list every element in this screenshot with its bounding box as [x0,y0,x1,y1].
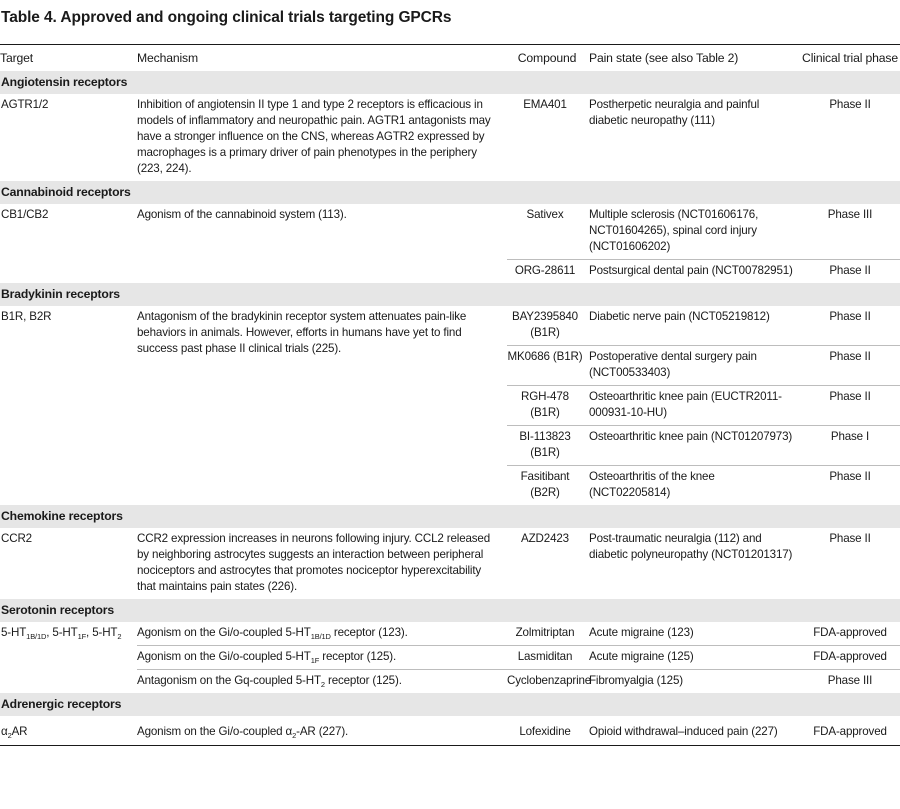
pain-cell: Fibromyalgia (125) [587,670,800,694]
group-label: Bradykinin receptors [0,283,900,306]
phase-cell: FDA-approved [800,646,900,670]
table-bottom-rule [0,745,900,746]
mechanism-cell: Antagonism on the Gq-coupled $5-HT_2$ receptor (125). [137,670,507,694]
phase-cell: Phase II [800,346,900,386]
compound-cell: RGH-478 (B1R) [507,386,587,426]
table-row [0,528,900,599]
table-row [0,716,900,754]
mechanism-cell: Agonism of the cannabinoid system (113). [137,208,347,221]
group-serotonin [0,599,900,622]
compound-cell: Sativex [526,208,564,221]
table-row [0,306,900,346]
group-label: Serotonin receptors [0,599,900,622]
pain-cell: Postsurgical dental pain (NCT00782951) [587,260,800,284]
table-caption: Table 4. Approved and ongoing clinical trials targeting GPCRs [1,9,452,26]
compound-cell: BI-113823 (B1R) [507,426,587,466]
phase-cell: Phase II [829,98,871,111]
table-row [0,204,900,260]
target-cell: B1R, B2R [1,310,52,323]
phase-cell: Phase I [800,426,900,466]
header-phase: Clinical trial phase [802,51,898,65]
pain-cell: Diabetic nerve pain (NCT05219812) [589,310,770,323]
compound-cell: ORG-28611 [507,260,587,284]
mechanism-cell: Agonism on the Gi/o-coupled $5-HT_{1B/1D}$ receptor (123). [137,626,408,641]
header-mechanism: Mechanism [137,51,198,65]
phase-cell: Phase II [800,260,900,284]
target-cell: $5-HT_{1B/1D}$, $5-HT_{1F}$, $5-HT_2$ [1,626,122,641]
compound-cell: Lofexidine [519,725,571,738]
compound-cell: Cyclobenzaprine [507,670,587,694]
target-cell: CB1/CB2 [1,208,49,221]
header-pain-state: Pain state (see also Table 2) [589,51,739,65]
group-bradykinin [0,283,900,306]
compound-cell: Zolmitriptan [515,626,575,639]
mechanism-cell: Agonism on the Gi/o-coupled $5-HT_{1F}$ receptor (125). [137,646,507,670]
group-cannabinoid [0,181,900,204]
target-cell: $\alpha_2AR$ [1,725,28,740]
group-label: Adrenergic receptors [0,693,900,716]
group-label: Cannabinoid receptors [0,181,900,204]
pain-cell: Multiple sclerosis (NCT01606176, NCT01604265), spinal cord injury (NCT01606202) [589,208,759,253]
header-compound: Compound [517,51,577,65]
phase-cell: Phase II [800,466,900,506]
compound-cell: AZD2423 [521,532,569,545]
mechanism-cell: CCR2 expression increases in neurons following injury. CCL2 released by neighboring astrocytes suggests an interaction between peripheral nociceptors and astrocytes that promotes nociceptor hyperexcitability that maintains pain states (226). [137,532,491,593]
phase-cell: FDA-approved [813,725,887,738]
compound-cell: Lasmiditan [507,646,587,670]
pain-cell: Acute migraine (123) [589,626,694,639]
group-label: Chemokine receptors [0,505,900,528]
target-cell: AGTR1/2 [1,98,49,111]
compound-cell: Fasitibant (B2R) [507,466,587,506]
pain-cell: Postoperative dental surgery pain (NCT00533403) [587,346,800,386]
pain-cell: Osteoarthritic knee pain (EUCTR2011-000931-10-HU) [587,386,800,426]
group-adrenergic [0,693,900,716]
phase-cell: FDA-approved [813,626,887,639]
group-angiotensin [0,71,900,94]
group-chemokine [0,505,900,528]
pain-cell: Opioid withdrawal–induced pain (227) [589,725,778,738]
phase-cell: Phase III [827,208,873,221]
clinical-trials-table [0,44,900,754]
pain-cell: Postherpetic neuralgia and painful diabetic neuropathy (111) [589,98,760,127]
compound-cell: BAY2395840 (B1R) [512,310,578,339]
header-row [0,45,900,72]
table-row [0,622,900,646]
pain-cell: Acute migraine (125) [587,646,800,670]
group-label: Angiotensin receptors [0,71,900,94]
header-target: Target [0,51,33,65]
pain-cell: Osteoarthritic knee pain (NCT01207973) [587,426,800,466]
mechanism-cell: Inhibition of angiotensin II type 1 and type 2 receptors is efficacious in models of inflammatory and neuropathic pain. AGTR1 antagonists may have a stronger influence on the CNS, whereas AGTR2 expressed by macrophages is a primary driver of pain phenotypes in the periphery (223, 224). [137,98,491,175]
mechanism-cell: Antagonism of the bradykinin receptor system attenuates pain-like behaviors in animals. However, efforts in humans have yet to find success past phase II clinical trials (225). [137,310,467,355]
phase-cell: Phase II [800,386,900,426]
target-cell: CCR2 [1,532,32,545]
pain-cell: Osteoarthritis of the knee (NCT02205814) [587,466,800,506]
phase-cell: Phase II [829,532,871,545]
phase-cell: Phase III [800,670,900,694]
pain-cell: Post-traumatic neuralgia (112) and diabetic polyneuropathy (NCT01201317) [589,532,793,561]
compound-cell: EMA401 [523,98,567,111]
table-row [0,94,900,181]
compound-cell: MK0686 (B1R) [507,346,587,386]
mechanism-cell: Agonism on the Gi/o-coupled $\alpha_2-AR$ (227). [137,725,349,740]
phase-cell: Phase II [829,310,871,323]
